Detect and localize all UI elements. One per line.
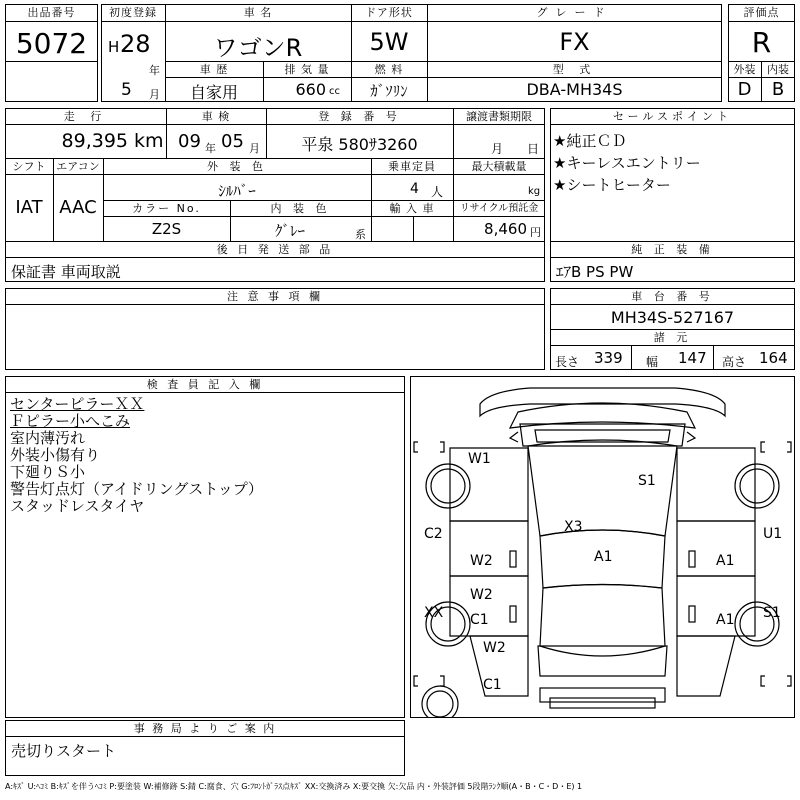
mark-w2-mid: W2 [470,587,493,603]
length-label: 長さ [555,355,580,369]
car-name: ワゴンR [213,34,303,62]
registration-label: 登 録 番 号 [318,110,401,123]
equipment-value: ｴｱB PS PW [556,263,634,281]
height-label: 高さ [722,355,747,369]
history-label: 車 歴 [199,63,229,76]
load-unit: kg [528,186,541,197]
displacement-label: 排 気 量 [284,63,330,76]
displacement-unit: cc [329,86,340,97]
inspector-note: スタッドレスタイヤ [10,497,145,515]
model-value: DBA-MH34S [526,80,623,99]
exterior-label: 外装 [733,63,756,76]
inspector-note: 室内薄汚れ [10,429,86,447]
transfer-day-unit: 日 [527,142,540,156]
grade-label: グレード [536,6,613,19]
width-value: 147 [678,349,707,367]
mark-c2: C2 [424,526,443,542]
inspector-note: 警告灯点灯（アイドリングストップ） [10,480,263,498]
mark-x3: X3 [564,519,583,535]
mark-a1-right-lower: A1 [716,612,735,628]
inspector-note: 外装小傷有り [10,446,101,464]
transfer-month-unit: 月 [491,142,504,156]
mark-w2-left: W2 [470,553,493,569]
inspection-month: 05 [221,131,244,152]
ac-label: エアコン [56,160,100,173]
sales-point: ★キーレスエントリー [553,154,701,172]
shift-value: IAT [15,197,43,218]
history-value: 自家用 [189,83,238,102]
inspection-year-unit: 年 [205,142,216,155]
lot-number: 5072 [15,27,88,60]
recycle-label: リサイクル預託金 [459,203,539,214]
mileage-value: 89,395 [61,130,128,152]
door-value: 5W [369,28,409,56]
mark-a1-right-upper: A1 [716,553,735,569]
int-color-value: ｸﾞﾚｰ [274,222,305,240]
car-name-label: 車 名 [243,6,273,19]
mileage-unit: km [134,130,164,152]
mark-w2-lower: W2 [483,640,506,656]
int-color-unit: 系 [355,228,366,241]
fuel-value: ｶﾞｿﾘﾝ [370,82,408,100]
ext-color-value: ｼﾙﾊﾞｰ [218,182,256,200]
import-label: 輸 入 車 [389,202,435,215]
mark-xx: XX [424,605,444,621]
later-parts-value: 保証書 車両取説 [11,263,121,281]
mileage-label: 走 行 [63,110,108,123]
exterior-value: D [737,79,752,100]
year-unit: 年 [149,64,160,77]
office-label: 事 務 局 よ り ご 案 内 [133,722,277,735]
door-label: ドア形状 [365,6,413,19]
reg-year: 28 [120,30,151,58]
spec-label: 諸 元 [653,331,692,344]
inspection-label: 車 検 [201,110,231,123]
era-letter: H [108,38,120,56]
recycle-unit: 円 [530,226,541,239]
later-parts-label: 後 日 発 送 部 品 [216,243,334,256]
chassis-label: 車 台 番 号 [631,290,714,303]
displacement-value: 660 [295,80,326,99]
fuel-label: 燃 料 [374,63,404,76]
ext-color-label: 外 装 色 [207,160,267,173]
shift-label: シフト [12,160,46,173]
score-label: 評価点 [743,6,780,19]
color-no-value: Z2S [151,220,182,238]
int-color-label: 内 装 色 [270,202,331,215]
car-diagram [410,376,795,718]
length-value: 339 [594,349,623,367]
height-value: 164 [759,349,788,367]
office-value: 売切りスタート [11,742,117,760]
inspection-month-unit: 月 [249,142,260,155]
sales-point: ★純正ＣＤ [553,132,627,150]
inspector-note: 下廻りＳ小 [10,463,86,481]
mark-w1: W1 [468,451,491,467]
width-label: 幅 [646,355,659,369]
lot-label: 出品番号 [27,6,76,19]
capacity-value: 4 [410,181,419,197]
mark-s1-top: S1 [638,473,656,489]
inspector-notes [10,396,263,515]
mark-c1-bottom: C1 [483,677,502,693]
month-unit: 月 [149,88,160,101]
inspector-label: 検 査 員 記 入 欄 [146,378,264,391]
recycle-value: 8,460 [484,220,527,238]
mark-s1-right: S1 [763,605,781,621]
sales-point: ★シートヒーター [553,176,671,194]
interior-label: 内装 [767,63,789,76]
inspector-note: センターピラーＸＸ [10,395,145,413]
capacity-unit: 人 [431,185,444,199]
color-no-label: カラー No. [132,202,201,215]
inspection-year: 09 [178,131,201,152]
model-label: 型 式 [552,63,597,76]
mark-a1-center: A1 [594,549,613,565]
mark-u1: U1 [763,526,783,542]
caution-label: 注 意 事 項 欄 [227,290,323,303]
transfer-label: 譲渡書類期限 [466,110,532,123]
mark-c1-mid: C1 [470,612,489,628]
legend: A:ｷｽﾞ U:ﾍｺﾐ B:ｷｽﾞを伴うﾍｺﾐ P:要塗装 W:補修跡 S:錆 C:腐食、穴 G:ﾌﾛﾝﾄｶﾞﾗｽ点ｷｽﾞ XX:交換済み X:要交換 欠:欠品 内・外装評価 5段階ﾗﾝｸ順(A・B・C・D・E) 1 [5,782,583,791]
interior-value: B [771,79,785,100]
reg-month: 5 [121,80,132,100]
first-reg-label: 初度登録 [109,6,157,19]
grade-value: FX [559,28,590,56]
inspector-note: Ｆピラー小へこみ [10,412,131,430]
ac-value: AAC [59,197,97,218]
score-value: R [751,26,772,59]
registration-value: 平泉 580ｻ3260 [301,135,418,154]
capacity-label: 乗車定員 [388,160,436,173]
chassis-value: MH34S-527167 [610,308,735,327]
equipment-label: 純 正 装 備 [631,243,714,256]
load-label: 最大積載量 [471,160,527,173]
sales-label: セールスポイント [612,110,732,123]
